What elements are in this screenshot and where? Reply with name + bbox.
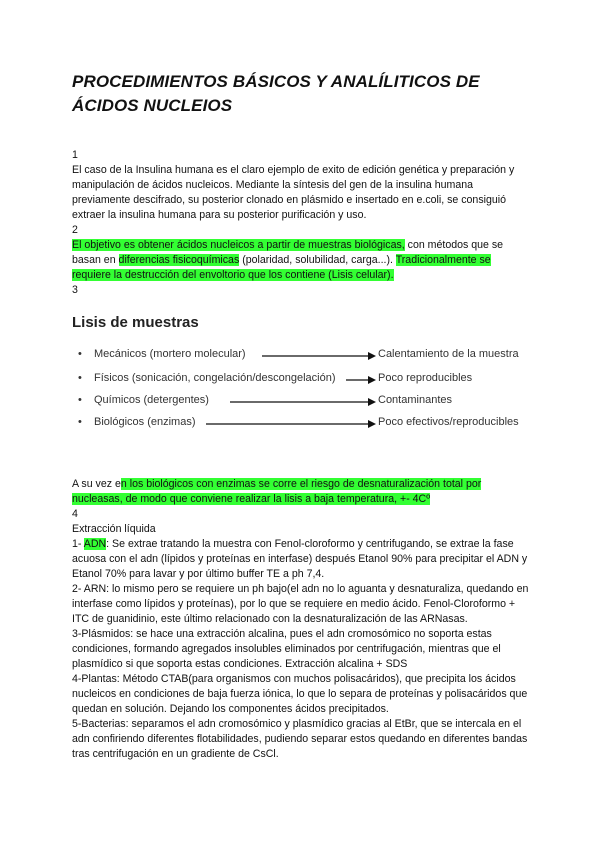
document-page bbox=[72, 70, 532, 762]
item-text: : Se extrae tratando la muestra con Fenol-cloroformo y centrifugando, se extrae la fase acuosa con el adn (lípidos y proteínas en interfase) después Etanol 90% para precipitar el ADN y Etanol 70% para lavar y por último buffer TE a ph 7,4. bbox=[72, 538, 528, 580]
paragraph-objective bbox=[72, 238, 532, 283]
arrow-right-icon bbox=[344, 372, 376, 388]
extraction-heading: Extracción líquida bbox=[72, 523, 156, 535]
section-number-3: 3 bbox=[72, 284, 78, 296]
lysis-figure bbox=[72, 304, 532, 469]
figure-row-biological bbox=[78, 416, 528, 432]
row-drawback: Poco efectivos/reproducibles bbox=[378, 416, 519, 428]
highlight-adn: ADN bbox=[83, 538, 107, 550]
paragraph-insulin: El caso de la Insulina humana es el claro ejemplo de exito de edición genética y preparación y manipulación de ácidos nucleicos. Mediante la síntesis del gen de la insulina humana previamente descifrado, su posterior clonado en plásmido e insertado en e.coli, se consiguió extraer la insulina humana para su posterior purificación y uso. bbox=[72, 164, 515, 221]
arrow-right-icon bbox=[260, 348, 376, 364]
highlight-enzymes: n los biológicos con enzimas se corre el riesgo de desnaturalización total por nucleasas, de modo que conviene realizar la lisis a baja temperatura, +- 4Cº bbox=[72, 478, 482, 505]
extraction-item-arn: 2- ARN: lo mismo pero se requiere un ph bajo(el adn no lo aguanta y desnaturaliza, quedando en interfase como lípidos y proteínas), por lo que se requiere en medio ácido. Fenol-Cloroformo + ITC de guanidinio, este último relacionado con la desnaturalización de las ARNasas. bbox=[72, 583, 529, 625]
bullet-icon: • bbox=[78, 348, 82, 360]
section-number-4: 4 bbox=[72, 508, 78, 520]
document-title: PROCEDIMIENTOS BÁSICOS Y ANALÍLITICOS DE ÁCIDOS NUCLEIOS bbox=[72, 72, 480, 115]
row-method: Físicos (sonicación, congelación/descongelación) bbox=[94, 372, 336, 384]
figure-row-chemical bbox=[78, 394, 528, 410]
highlight-objective: El objetivo es obtener ácidos nucleicos a partir de muestras biológicas, bbox=[72, 239, 405, 251]
text-methods: con métodos que se basan en bbox=[72, 239, 504, 266]
figure-row-mechanical bbox=[78, 348, 528, 364]
bullet-icon: • bbox=[78, 372, 82, 384]
row-drawback: Calentamiento de la muestra bbox=[378, 348, 519, 360]
extraction-item-adn bbox=[72, 537, 532, 582]
text-enzymes-start: A su vez e bbox=[72, 478, 121, 490]
section-number-1: 1 bbox=[72, 149, 78, 161]
paragraph-enzymes bbox=[72, 477, 532, 507]
row-method: Mecánicos (mortero molecular) bbox=[94, 348, 246, 360]
arrow-right-icon bbox=[204, 416, 376, 432]
row-method: Químicos (detergentes) bbox=[94, 394, 209, 406]
bullet-icon: • bbox=[78, 394, 82, 406]
arrow-right-icon bbox=[228, 394, 376, 410]
extraction-item-bacteria: 5-Bacterias: separamos el adn cromosómico y plasmídico gracias al EtBr, que se intercala en el adn confiriendo diferentes flotabilidades, pudiendo separar estos quedando en diferentes bandas tras centrifugación en un gradiente de CsCl. bbox=[72, 718, 528, 760]
figure-title: Lisis de muestras bbox=[72, 314, 199, 331]
highlight-lysis: Tradicionalmente se requiere la destrucción del envoltorio que los contiene (Lisis celular). bbox=[72, 254, 491, 281]
figure-row-physical bbox=[78, 372, 528, 388]
bullet-icon: • bbox=[78, 416, 82, 428]
extraction-item-plants: 4-Plantas: Método CTAB(para organismos con muchos polisacáridos), que precipita los ácidos nucleicos en condiciones de baja fuerza iónica, lo que lo separa de proteínas y polisacáridos que quedan en solución. Dejando los componentes ácidos precipitados. bbox=[72, 673, 528, 715]
text-properties: (polaridad, solubilidad, carga...). bbox=[239, 254, 396, 266]
row-drawback: Poco reproducibles bbox=[378, 372, 473, 384]
item-number: 1- bbox=[72, 538, 84, 550]
section-number-2: 2 bbox=[72, 224, 78, 236]
highlight-physchem: diferencias fisicoquímicas bbox=[118, 254, 240, 266]
row-drawback: Contaminantes bbox=[378, 394, 452, 406]
extraction-item-plasmids: 3-Plásmidos: se hace una extracción alcalina, pues el adn cromosómico no soporta estas condiciones, formando agregados insolubles eliminados por centrifugación, mientras que el plasmídico si que soporta estas condiciones. Extracción alcalina + SDS bbox=[72, 628, 501, 670]
row-method: Biológicos (enzimas) bbox=[94, 416, 196, 428]
